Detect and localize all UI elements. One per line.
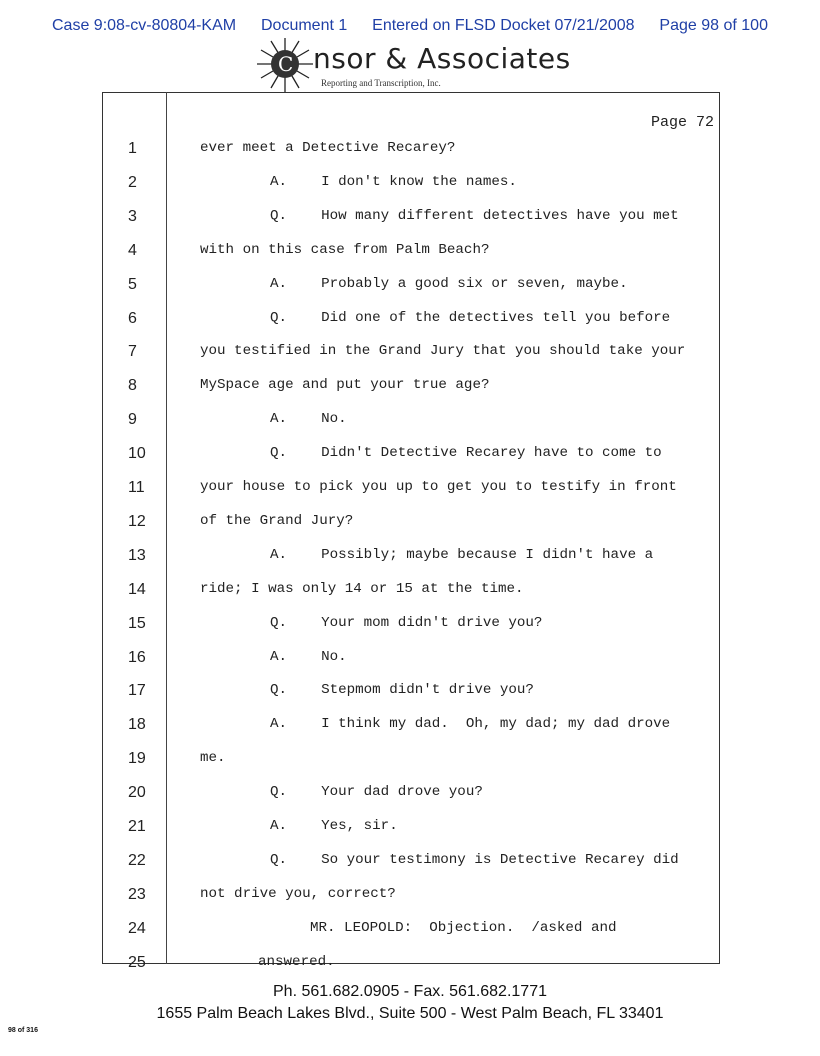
transcript-line	[0, 750, 820, 774]
transcript-line	[0, 242, 820, 266]
line-number: 9	[128, 411, 137, 429]
transcript-line	[0, 716, 820, 740]
transcript-line	[0, 310, 820, 334]
line-text: Q. Did one of the detectives tell you before	[270, 309, 671, 326]
line-number: 10	[128, 445, 146, 463]
docket-page: Page 98 of 100	[659, 17, 768, 34]
transcript-line	[0, 343, 820, 367]
line-text: of the Grand Jury?	[200, 512, 354, 529]
line-number: 18	[128, 716, 146, 734]
line-number: 11	[128, 479, 145, 496]
line-text: A. Probably a good six or seven, maybe.	[270, 275, 628, 292]
transcript-line	[0, 513, 820, 537]
line-number: 12	[128, 512, 146, 530]
line-number: 19	[128, 750, 146, 768]
transcript-line	[0, 818, 820, 842]
transcript-line	[0, 649, 820, 673]
transcript-line	[0, 140, 820, 164]
pdf-page-counter: 98 of 316	[8, 1027, 38, 1034]
line-text: MySpace age and put your true age?	[200, 377, 490, 394]
line-number: 15	[128, 614, 146, 632]
line-text: ride; I was only 14 or 15 at the time.	[200, 580, 524, 597]
transcript-line	[0, 682, 820, 706]
line-number: 20	[128, 784, 146, 802]
line-number: 6	[128, 309, 137, 327]
line-text: A. No.	[270, 411, 347, 428]
transcript-line	[0, 479, 820, 503]
document-number: Document 1	[260, 17, 348, 34]
company-logo	[255, 36, 575, 94]
transcript-line	[0, 377, 820, 401]
line-number: 3	[128, 207, 137, 225]
transcript-line	[0, 208, 820, 232]
line-number: 25	[128, 953, 146, 971]
transcript-line	[0, 615, 820, 639]
line-text: A. Possibly; maybe because I didn't have a	[270, 546, 654, 563]
footer-phone: Ph. 561.682.0905 - Fax. 561.682.1771	[273, 983, 547, 1000]
line-text: ever meet a Detective Recarey?	[200, 140, 456, 156]
transcript-line	[0, 445, 820, 469]
line-number: 1	[128, 140, 137, 157]
transcript-line	[0, 581, 820, 605]
docket-entry: Entered on FLSD Docket 07/21/2008	[372, 17, 635, 34]
line-text: A. No.	[270, 648, 347, 665]
line-text: Q. Your mom didn't drive you?	[270, 614, 543, 631]
line-number: 8	[128, 377, 137, 395]
line-text: A. I think my dad. Oh, my dad; my dad drove	[270, 716, 671, 733]
line-number: 21	[128, 818, 146, 835]
transcript-line	[0, 852, 820, 876]
line-text: A. I don't know the names.	[270, 173, 517, 190]
line-number: 24	[128, 919, 146, 937]
line-text: MR. LEOPOLD: Objection. /asked and	[310, 919, 617, 936]
line-number: 7	[128, 343, 137, 361]
line-text: Q. So your testimony is Detective Recarey did	[270, 851, 679, 868]
line-number: 13	[128, 546, 146, 564]
brand-name: nsor & Associates	[313, 42, 571, 75]
line-text: Q. Didn't Detective Recarey have to come to	[270, 445, 662, 462]
line-text: me.	[200, 750, 226, 767]
transcript-line	[0, 174, 820, 198]
line-number: 17	[128, 682, 146, 700]
footer-address: 1655 Palm Beach Lakes Blvd., Suite 500 - West Palm Beach, FL 33401	[156, 1005, 664, 1022]
case-number: Case 9:08-cv-80804-KAM	[52, 17, 237, 34]
line-text: Q. Stepmom didn't drive you?	[270, 682, 534, 699]
line-text: A. Yes, sir.	[270, 818, 398, 834]
line-text: your house to pick you up to get you to testify in front	[200, 479, 677, 495]
line-number: 23	[128, 885, 146, 903]
line-text: you testified in the Grand Jury that you should take your	[200, 343, 686, 360]
transcript-page-number: Page 72	[650, 114, 714, 131]
transcript-line	[0, 411, 820, 435]
svg-text:C: C	[278, 52, 294, 76]
sunburst-logo-icon	[255, 36, 315, 94]
transcript-line	[0, 547, 820, 571]
line-number: 4	[128, 241, 137, 259]
line-number: 2	[128, 173, 137, 191]
docket-stamp-header	[52, 17, 768, 35]
line-number: 14	[128, 580, 146, 598]
transcript-line	[0, 886, 820, 910]
line-number: 16	[128, 648, 146, 666]
transcript-line	[0, 954, 820, 978]
brand-subtitle: Reporting and Transcription, Inc.	[321, 78, 441, 88]
line-text: Q. Your dad drove you?	[270, 784, 483, 801]
line-text: Q. How many different detectives have you met	[270, 207, 679, 224]
line-text: not drive you, correct?	[200, 885, 396, 902]
line-number: 5	[128, 275, 137, 293]
line-number: 22	[128, 851, 146, 869]
transcript-line	[0, 920, 820, 944]
line-text: answered.	[258, 953, 335, 970]
transcript-line	[0, 784, 820, 808]
line-text: with on this case from Palm Beach?	[200, 241, 490, 258]
transcript-line	[0, 276, 820, 300]
